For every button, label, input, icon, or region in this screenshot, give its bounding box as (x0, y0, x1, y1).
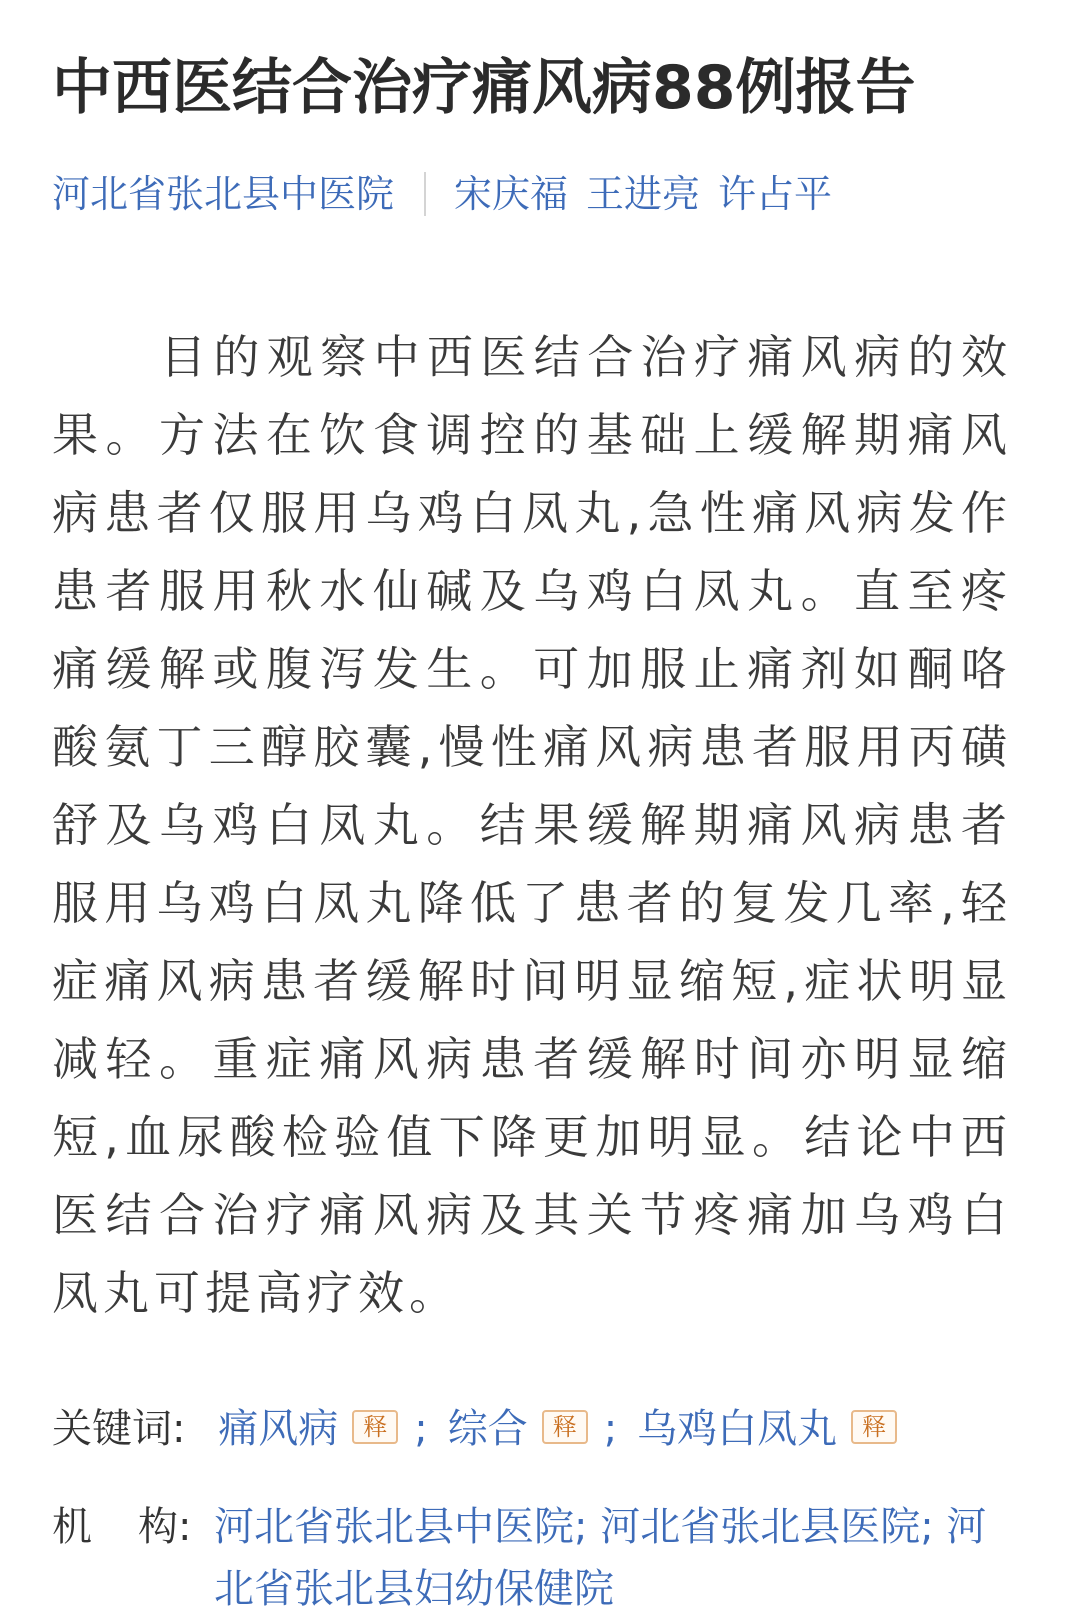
keyword-explain-tag[interactable]: 释 (851, 1410, 897, 1444)
keyword-link[interactable]: 综合 (447, 1406, 528, 1452)
institutions-label (52, 1496, 214, 1558)
keywords-label: 关键词: (52, 1406, 186, 1452)
keyword-link[interactable]: 痛风病 (218, 1406, 339, 1452)
article-title: 中西医结合治疗痛风病88例报告 (52, 53, 916, 123)
article-meta (52, 166, 832, 222)
institutions-label-part: 构: (138, 1504, 192, 1550)
meta-divider (424, 172, 426, 216)
institutions-row (52, 1496, 1052, 1612)
institutions-label-part: 机 (52, 1504, 92, 1550)
keyword-link[interactable]: 乌鸡白凤丸 (637, 1406, 838, 1452)
affiliation-link[interactable]: 河北省张北县中医院 (52, 172, 395, 216)
keyword-explain-tag[interactable]: 释 (352, 1410, 398, 1444)
author-link[interactable]: 宋庆福 (454, 172, 569, 216)
keyword-separator: ; (603, 1406, 618, 1452)
keyword-explain-tag[interactable]: 释 (542, 1410, 588, 1444)
article-abstract: 目的观察中西医结合治疗痛风病的效果。方法在饮食调控的基础上缓解期痛风病患者仅服用乌鸡白凤丸,急性痛风病发作患者服用秋水仙碱及乌鸡白凤丸。直至疼痛缓解或腹泻发生。可加服止痛剂如酮咯酸氨丁三醇胶囊,慢性痛风病患者服用丙磺舒及乌鸡白凤丸。结果缓解期痛风病患者服用乌鸡白凤丸降低了患者的复发几率,轻症痛风病患者缓解时间明显缩短,症状明显减轻。重症痛风病患者缓解时间亦明显缩短,血尿酸检验值下降更加明显。结论中西医结合治疗痛风病及其关节疼痛加乌鸡白凤丸可提高疗效。 (52, 330, 1012, 1320)
author-link[interactable]: 王进亮 (586, 172, 701, 216)
author-link[interactable]: 许占平 (718, 172, 833, 216)
institutions-links[interactable]: 河北省张北县中医院; 河北省张北县医院; 河北省张北县妇幼保健院 (214, 1504, 987, 1612)
keyword-separator: ; (414, 1406, 428, 1452)
keywords-row (52, 1398, 1052, 1460)
